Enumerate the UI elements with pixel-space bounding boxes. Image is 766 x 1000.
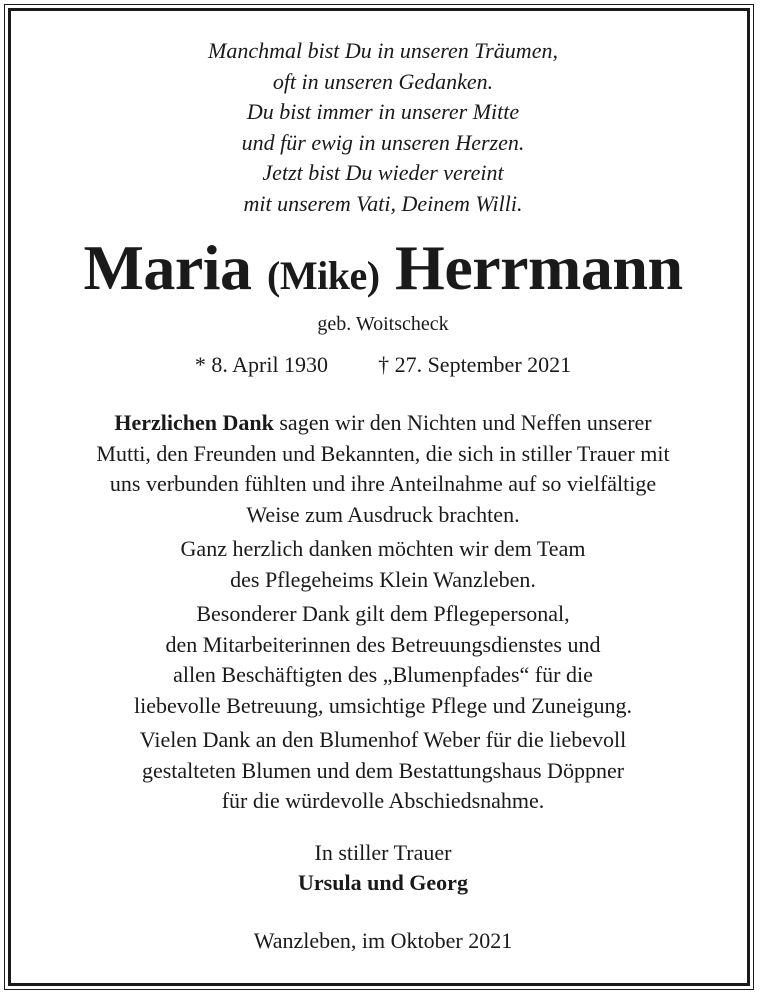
text-line: Besonderer Dank gilt dem Pflegepersonal, (196, 601, 570, 626)
thanks-text (20, 408, 746, 817)
thanks-lead-rest: sagen wir den Nichten und Neffen unserer (273, 410, 652, 435)
life-dates (0, 350, 766, 380)
place-and-date: Wanzleben, im Oktober 2021 (253, 928, 513, 953)
closing-block (0, 838, 766, 898)
text-line: allen Beschäftigten des „Blumenpfades“ für die (173, 662, 593, 687)
text-line (20, 408, 746, 439)
text-line: liebevolle Betreuung, umsichtige Pflege und Zuneigung. (134, 692, 632, 718)
poem-line: Du bist immer in unserer Mitte (246, 99, 520, 124)
text-line: uns verbunden fühlten und ihre Anteilnahme auf so vielfältige (109, 471, 657, 496)
thanks-lead: Herzlichen Dank (114, 410, 274, 435)
mourning-phrase: In stiller Trauer (314, 840, 452, 865)
birth-name: geb. Woitscheck (317, 313, 449, 335)
signers: Ursula und Georg (298, 870, 468, 895)
text-line: Vielen Dank an den Blumenhof Weber für die liebevoll (139, 727, 627, 752)
birth-date: * 8. April 1930 (194, 352, 329, 377)
thanks-paragraph-2 (20, 534, 746, 595)
text-line: gestalteten Blumen und dem Bestattungshaus Döppner (141, 757, 625, 783)
nickname: (Mike) (267, 253, 380, 298)
poem-line: mit unserem Vati, Deinem Willi. (243, 190, 523, 216)
thanks-paragraph-3 (20, 599, 746, 721)
poem-line: Manchmal bist Du in unseren Träumen, (208, 38, 558, 63)
text-line: Weise zum Ausdruck brachten. (246, 501, 520, 527)
text-line: Mutti, den Freunden und Bekannten, die sich in stiller Trauer mit (96, 440, 670, 466)
last-name: Herrmann (395, 232, 683, 303)
poem-line: und für ewig in unseren Herzen. (241, 129, 525, 155)
text-line: des Pflegeheims Klein Wanzleben. (230, 566, 536, 592)
thanks-paragraph-1 (20, 408, 746, 530)
death-date: † 27. September 2021 (378, 352, 572, 377)
text-line: Ganz herzlich danken möchten wir dem Team (180, 536, 586, 561)
poem-line: oft in unseren Gedanken. (272, 68, 494, 94)
text-line: für die würdevolle Abschiedsnahme. (221, 788, 545, 813)
thanks-paragraph-4 (20, 725, 746, 817)
memorial-poem (0, 36, 766, 219)
poem-line: Jetzt bist Du wieder vereint (262, 160, 504, 185)
text-line: den Mitarbeiterinnen des Betreuungsdienstes und (165, 631, 601, 657)
first-name: Maria (83, 232, 252, 303)
deceased-name (0, 232, 766, 312)
